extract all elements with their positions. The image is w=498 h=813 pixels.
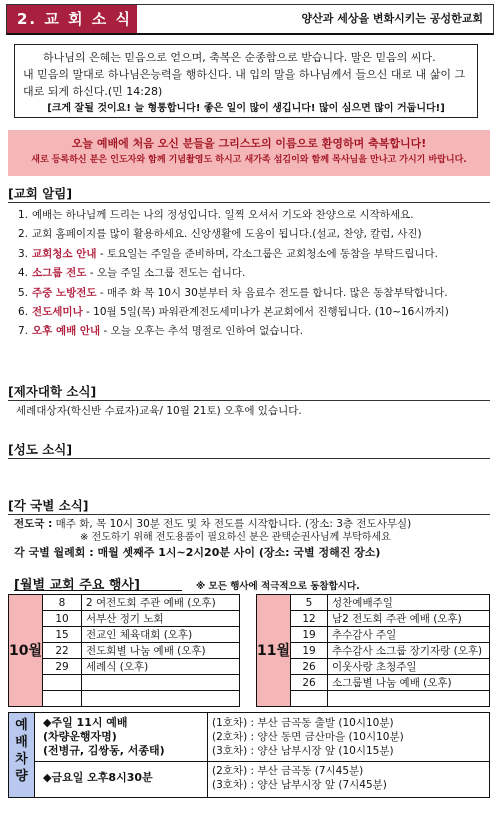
- verse-box: [14, 44, 478, 118]
- friday-bus-row: [35, 761, 489, 797]
- section-header: [6, 4, 494, 35]
- verse-motto: [크게 잘될 것이요! 늘 형통합니다! 좋은 일이 많이 생깁니다! 많이 심으면 많이 거둡니다!]: [47, 103, 445, 114]
- mission-title: [각 국별 소식]: [8, 498, 89, 513]
- verse-line: 하나님의 은혜는 믿음으로 얻으며, 축복은 순종함으로 받습니다. 말은 믿음의 씨다.: [43, 51, 436, 64]
- friday-routes: (2호차) : 부산 금곡동 (7시45분) (3호차) : 양산 남부시장 앞 (7시45분): [207, 761, 387, 797]
- notice-item: 3. 교회청소 안내 - 토요일는 주일을 준비하며, 각소그룹은 교회청소에 동참을 부탁드립니다.: [18, 247, 438, 260]
- seminary-text: 세례대상자(학신반 수료자)교육/ 10월 21토) 오후에 있습니다.: [16, 405, 302, 417]
- schedule-title: [월별 교회 주요 행사]: [14, 578, 140, 593]
- church-slogan: 양산과 세상을 변화시키는 공성한교회: [301, 12, 483, 25]
- schedule-october: [8, 594, 240, 707]
- table-row: [9, 691, 240, 707]
- month-label: 10월: [9, 595, 43, 707]
- notice-item: 4. 소그룹 전도 - 오늘 주일 소그룹 전도는 쉽니다.: [18, 267, 246, 280]
- table-row: 26 소그룹별 나눔 예배 (오후): [257, 675, 490, 691]
- table-row: 29 세례식 (오후): [9, 659, 240, 675]
- schedule-november: [256, 594, 490, 707]
- table-row: 15 전교인 체육대회 (오후): [9, 627, 240, 643]
- bus-label: 예 배 차 량: [9, 713, 35, 797]
- worship-bus-table: [8, 712, 490, 798]
- seminary-title: [제자대학 소식]: [8, 384, 97, 399]
- notice-item: 6. 전도세미나 - 10월 5일(목) 파워관계전도세미나가 본교회에서 진행됩니다. (10~16시까지): [18, 305, 449, 318]
- table-row: [257, 691, 490, 707]
- welcome-banner: [8, 130, 490, 176]
- notice-item: 1. 예배는 하나님께 드리는 나의 정성입니다. 일찍 오셔서 기도와 찬양으로 시작하세요.: [18, 209, 414, 221]
- schedule-note: ※ 모든 행사에 적극적으로 동참합시다.: [196, 581, 360, 592]
- table-row: 19 추수감사 소그룹 장기자랑 (오후): [257, 643, 490, 659]
- welcome-line: 오늘 예배에 처음 오신 분들을 그리스도의 이름으로 환영하며 축복합니다!: [71, 137, 427, 150]
- table-row: 19 추수감사 주일: [257, 627, 490, 643]
- table-row: [9, 675, 240, 691]
- divider: [8, 202, 490, 203]
- notice-list: [18, 206, 490, 342]
- verse-line: 내 믿음의 말대로 하나님은능력을 행하신다. 내 입의 말을 하나님께서 들으신 대로 내 삶이 그: [23, 68, 466, 81]
- members-title: [성도 소식]: [8, 442, 73, 457]
- table-row: 26 이웃사랑 초청주일: [257, 659, 490, 675]
- month-label: 11월: [257, 595, 291, 707]
- notice-item: 2. 교회 홈페이지를 많이 활용하세요. 신앙생활에 도움이 됩니다.(설교, 찬양, 칼럼, 사진): [18, 228, 422, 241]
- section-title: 2. 교 회 소 식: [7, 5, 137, 33]
- divider: [8, 400, 490, 401]
- sunday-bus-row: [35, 713, 489, 762]
- mission-note: ※ 전도하기 위해 전도용품이 필요하신 분은 관택순권사님께 부탁하세요: [80, 532, 391, 543]
- verse-line: 대로 되게 하신다.(민 14:28): [23, 85, 163, 98]
- monthly-meeting: 각 국별 월례회 : 매월 셋째주 1시~2시20분 사이 (장소: 국별 정해진 장소): [14, 546, 381, 559]
- divider: [8, 458, 490, 459]
- sunday-bus-info: ◆주일 11시 예배 (차량운행자명) (전병규, 김쌍동, 서종태): [43, 716, 165, 757]
- notice-item: 5. 주중 노방전도 - 매주 화 목 10시 30분부터 차 음료수 전도를 합니다. 많은 동참부탁합니다.: [18, 286, 448, 299]
- table-row: 12 남2 전도회 주관 예배 (오후): [257, 611, 490, 627]
- notice-title: [교회 알림]: [8, 186, 73, 201]
- welcome-subline: 새로 등록하신 분은 인도자와 함께 기념촬영도 하시고 새가족 섬김이와 함께 목사님을 만나고 가시기 바랍니다.: [31, 155, 467, 165]
- divider: [8, 514, 490, 515]
- table-row: 10월 8 2 여전도회 주관 예배 (오후): [9, 595, 240, 611]
- notice-item: 7. 오후 예배 안내 - 오늘 오후는 추석 명절로 인하여 없습니다.: [18, 325, 304, 338]
- table-row: 10 서부산 정기 노회: [9, 611, 240, 627]
- friday-bus-title: ◆금요일 오후8시30분: [43, 771, 153, 784]
- sunday-routes: (1호차) : 부산 금곡동 출발 (10시10분) (2호차) : 양산 동면 금산마을 (10시10분) (3호차) : 양산 남부시장 앞 (10시15분): [207, 713, 404, 761]
- table-row: 22 전도회별 나눔 예배 (오후): [9, 643, 240, 659]
- mission-line: 전도국 : 매주 화, 목 10시 30분 전도 및 차 전도를 시작합니다. (장소: 3층 전도사무실): [14, 518, 412, 530]
- title-underline: [14, 590, 182, 591]
- table-row: 11월 5 성찬예배주일: [257, 595, 490, 611]
